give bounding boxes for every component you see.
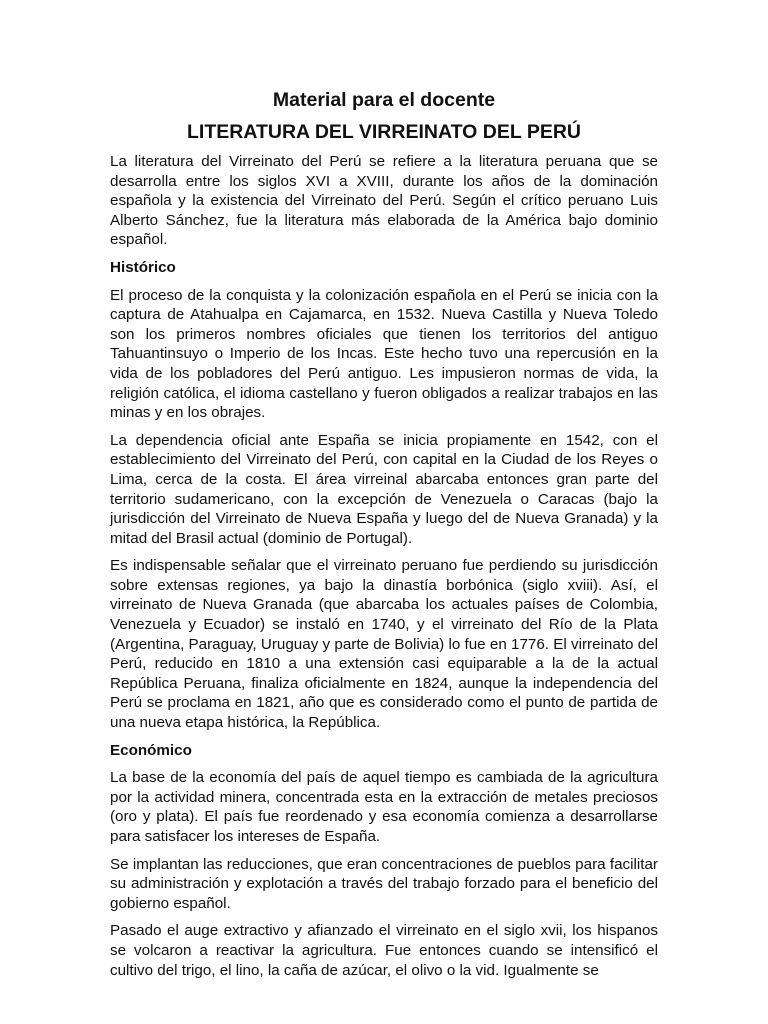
economico-paragraph-3: Pasado el auge extractivo y afianzado el virreinato en el siglo xvii, los hispanos se volcaron a reactivar la agricultura. Fue entonces cuando se intensificó el cultivo del trigo, el lino, la caña de azúcar, el olivo o la vid. Igualmente se [110, 922, 658, 979]
document-title: LITERATURA DEL VIRREINATO DEL PERÚ [187, 121, 581, 143]
intro-paragraph: La literatura del Virreinato del Perú se refiere a la literatura peruana que se desarrolla entre los siglos XVI a XVIII, durante los años de la dominación española y la existencia del Virreinato del Perú. Según el crítico peruano Luis Alberto Sánchez, fue la literatura más elaborada de la América bajo dominio español. [110, 153, 658, 249]
historico-paragraph-1: El proceso de la conquista y la colonización española en el Perú se inicia con la captura de Atahualpa en Cajamarca, en 1532. Nueva Castilla y Nueva Toledo son los primeros nombres oficiales que tienen los territorios del antiguo Tahuantinsuyo o Imperio de los Incas. Este hecho tuvo una repercusión en la vida de los pobladores del Perú antiguo. Les impusieron normas de vida, la religión católica, el idioma castellano y fueron obligados a realizar trabajos en las minas y en los obrajes. [110, 286, 658, 422]
section-heading-economico: Económico [110, 741, 192, 759]
economico-paragraph-1: La base de la economía del país de aquel tiempo es cambiada de la agricultura por la actividad minera, concentrada esta en la extracción de metales preciosos (oro y plata). El país fue reordenado y esa economía comienza a desarrollarse para satisfacer los intereses de España. [110, 769, 658, 845]
document-subtitle: Material para el docente [272, 89, 496, 111]
economico-paragraph-2: Se implantan las reducciones, que eran concentraciones de pueblos para facilitar su administración y explotación a través del trabajo forzado para el beneficio del gobierno español. [110, 855, 658, 912]
section-heading-historico: Histórico [110, 258, 176, 276]
historico-paragraph-2: La dependencia oficial ante España se inicia propiamente en 1542, con el establecimiento del Virreinato del Perú, con capital en la Ciudad de los Reyes o Lima, cerca de la costa. El área virreinal abarcaba entonces gran parte del territorio sudamericano, con la excepción de Venezuela o Caracas (bajo la jurisdicción del Virreinato de Nueva España y luego del de Nueva Granada) y la mitad del Brasil actual (dominio de Portugal). [110, 431, 658, 547]
historico-paragraph-3: Es indispensable señalar que el virreinato peruano fue perdiendo su jurisdicción sobre extensas regiones, ya bajo la dinastía borbónica (siglo xviii). Así, el virreinato de Nueva Granada (que abarcaba los actuales países de Colombia, Venezuela y Ecuador) se instaló en 1740, y el virreinato del Río de la Plata (Argentina, Paraguay, Uruguay y parte de Bolivia) lo fue en 1776. El virreinato del Perú, reducido en 1810 a una extensión casi equiparable a la de la actual República Peruana, finaliza oficialmente en 1824, aunque la independencia del Perú se proclama en 1821, año que es considerado como el punto de partida de una nueva etapa histórica, la República. [110, 557, 658, 732]
